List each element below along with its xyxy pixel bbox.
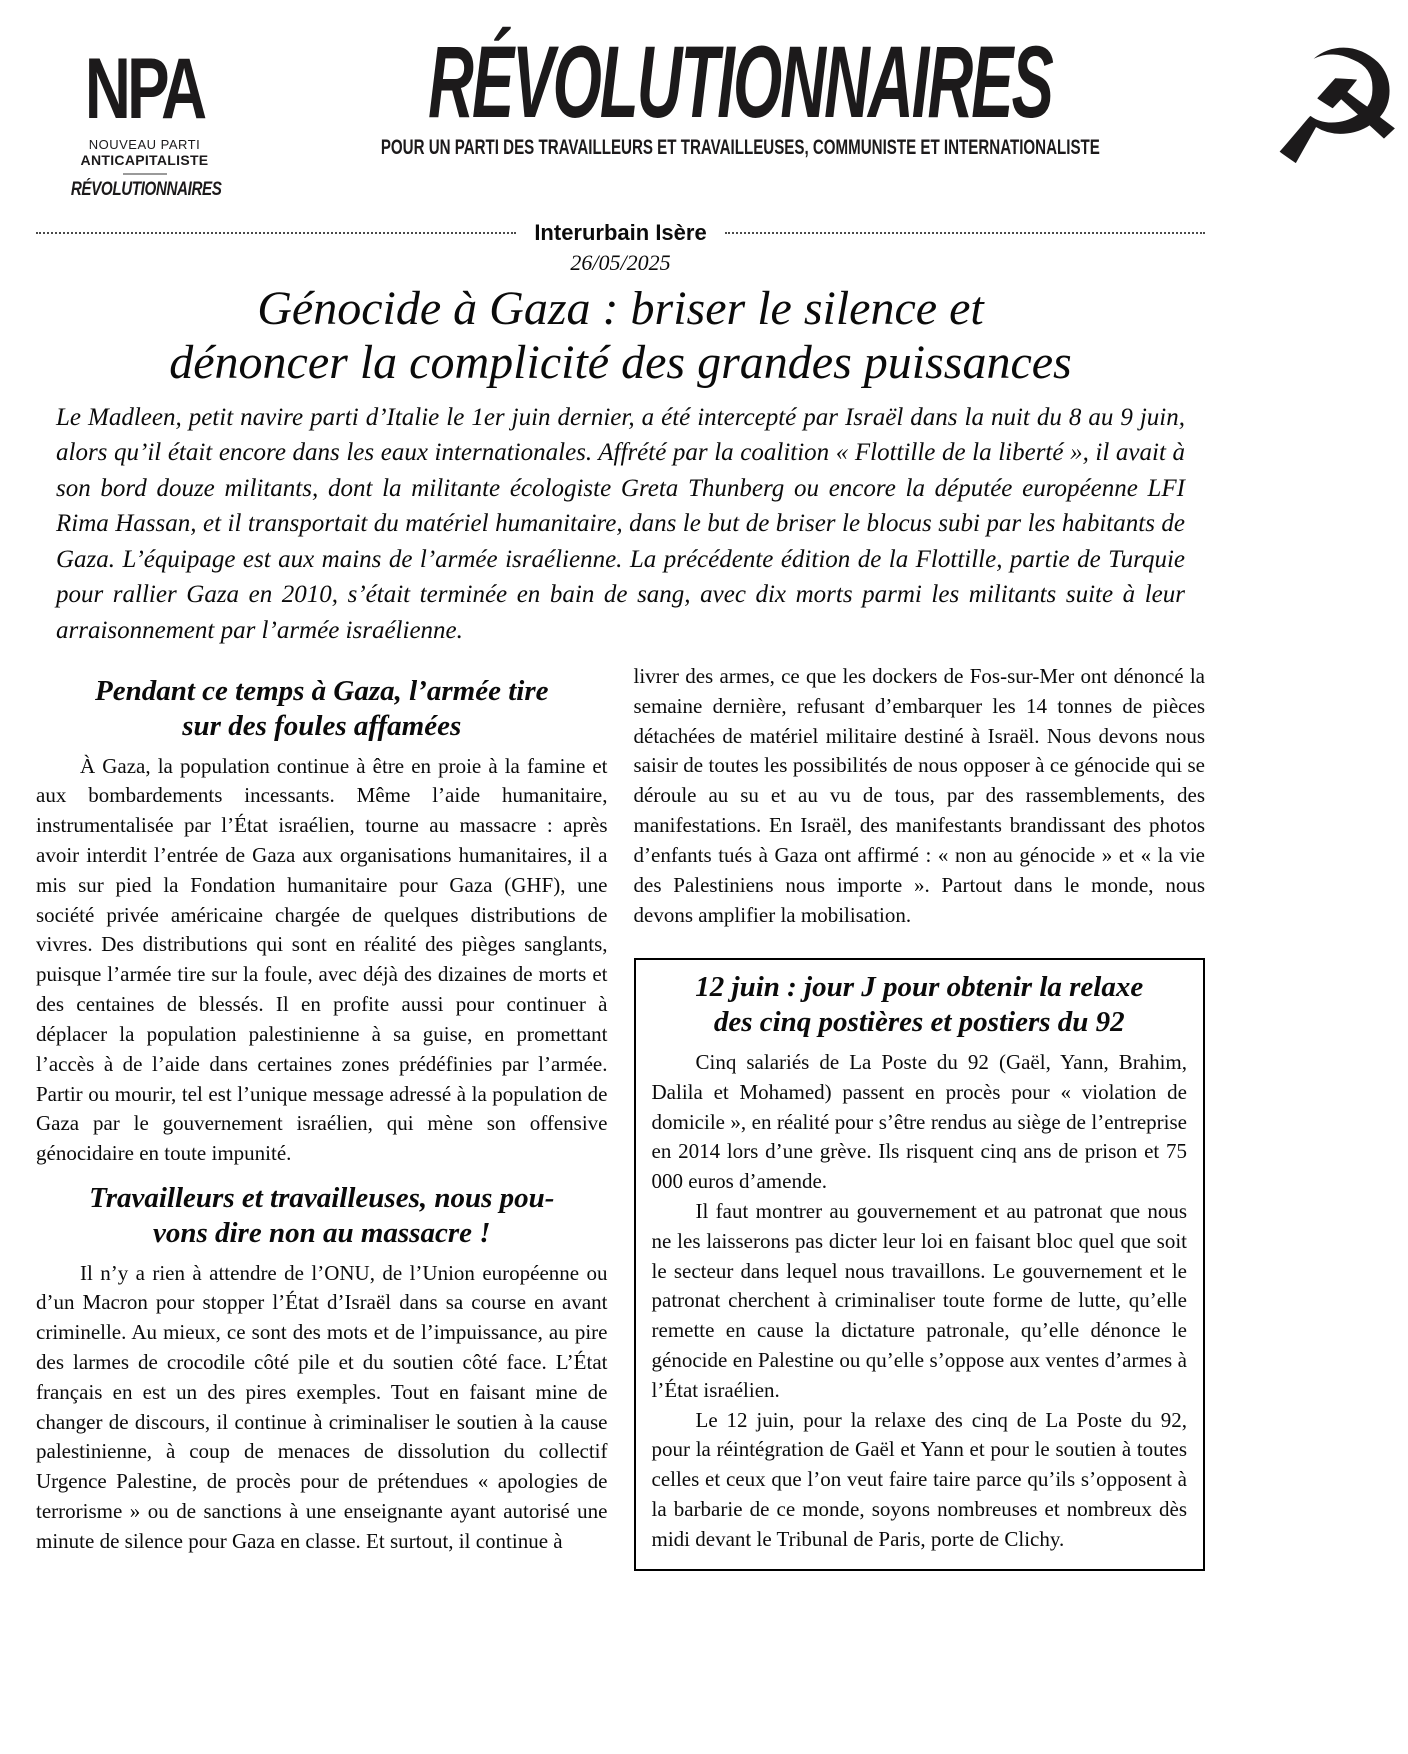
box-heading: [652, 970, 1188, 1040]
section-heading-gaza-line-2: sur des foules affamées: [182, 709, 462, 742]
issue-date: 26/05/2025: [570, 250, 671, 275]
masthead-title: RÉVOLUTIONNAIRES: [428, 25, 1052, 139]
npa-logo-divider: [123, 173, 167, 175]
section-heading-gaza-line-1: Pendant ce temps à Gaza, l’armée tire: [95, 675, 549, 707]
dotted-rule-right: [725, 232, 1205, 234]
dotted-rule-left: [36, 232, 516, 234]
section-heading-travailleurs-line-2: vons dire non au massacre !: [152, 1216, 491, 1249]
headline-line-1: Génocide à Gaza : briser le silence et: [257, 282, 984, 335]
masthead-center: [237, 25, 1243, 160]
hammer-sickle-icon: ☭: [1266, 17, 1408, 201]
headline-line-2: dénoncer la complicité des grandes puissances: [169, 335, 1072, 389]
npa-logo: [52, 41, 237, 200]
edition-label: Interurbain Isère: [534, 220, 707, 245]
paragraph-continuation: livrer des armes, ce que les dockers de Fos-sur-Mer ont dénoncé la semaine dernière, refusant d’embarquer les 14 tonnes de pièces détachées de matériel militaire destiné à Israël. Nous devons nous saisir de toutes les possibilités de nous opposer à ce génocide qui se déroule au su et au vu de tous, par des rassemblements, des manifestations. En Israël, des manifestants brandissant des photos d’enfants tués à Gaza ont affirmé : « non au génocide » et « la vie des Palestiniens nous importe ». Partout dans le monde, nous devons amplifier la mobilisation.: [633, 664, 1205, 927]
section-heading-travailleurs: [36, 1181, 608, 1251]
relaxe-notice-box: [634, 958, 1206, 1570]
column-left: [36, 662, 608, 1557]
box-heading-line-1: 12 juin : jour J pour obtenir la relaxe: [695, 971, 1144, 1004]
edition-row: [0, 220, 1241, 246]
box-paragraph-1: Cinq salariés de La Poste du 92 (Gaël, Yann, Brahim, Dalila et Mohamed) passent en procès pour « violation de domicile », en réalité pour s’être rendus au siège de l’entreprise en 2014 lors d’une grève. Ils risquent cinq ans de prison et 75 000 euros d’amende.: [651, 1049, 1187, 1194]
npa-subtitle-line1: NOUVEAU PARTI: [88, 137, 201, 152]
column-right: [634, 662, 1206, 1571]
box-heading-line-2: des cinq postières et postiers du 92: [713, 1006, 1125, 1039]
masthead: [0, 0, 1408, 204]
npa-acronym: NPA: [85, 41, 204, 137]
box-paragraph-2: Il faut montrer au gouvernement et au patronat que nous ne les laisserons pas dicter leur loi en faisant bloc quel que soit le secteur dans lequel nous travaillons. Le gouvernement et le patronat cherchent à criminaliser toute forme de lutte, qu’elle remette en cause la dictature patronale, qu’elle dénonce le génocide en Palestine ou qu’elle s’oppose aux ventes d’armes à l’État israélien.: [651, 1198, 1187, 1402]
article-lede: Le Madleen, petit navire parti d’Italie le 1er juin dernier, a été intercepté par Israël dans la nuit du 8 au 9 juin, alors qu’il était encore dans les eaux internationales. Affrété par la coalition « Flottille de la liberté », il avait à son bord douze militants, dont la militante écologiste Greta Thunberg ou encore la députée européenne LFI Rima Hassan, et il transportait du matériel humanitaire, dans le but de briser le blocus subi par les habitants de Gaza. L’équipage est aux mains de l’armée israélienne. La précédente édition de la Flottille, partie de Turquie pour rallier Gaza en 2010, s’était terminée en bain de sang, avec dix morts parmi les militants suite à leur arraisonnement par l’armée israélienne.: [56, 403, 1185, 644]
paragraph-gaza: À Gaza, la population continue à être en proie à la famine et aux bombardements incessants. Même l’aide humanitaire, instrumentalisée par l’État israélien, tourne au massacre : après avoir interdit l’entrée de Gaza aux organisations humanitaires, il a mis sur pied la Fondation humanitaire pour Gaza (GHF), une société privée américaine chargée de quelques distributions de vivres. Des distributions qui sont en réalité des pièges sanglants, puisque l’armée tire sur la foule, avec déjà des dizaines de morts et des centaines de blessés. Il en profite aussi pour continuer à déplacer la population palestinienne à sa guise, en promettant l’accès à de l’aide dans certaines zones prédéfinies par l’armée. Partir ou mourir, tel est l’unique message adressé à la population de Gaza par le gouvernement israélien, qui mène son offensive génocidaire en toute impunité.: [36, 753, 608, 1166]
npa-revolutionnaires-label: RÉVOLUTIONNAIRES: [70, 179, 222, 200]
masthead-tagline: POUR UN PARTI DES TRAVAILLEURS ET TRAVAILLEUSES, COMMUNISTE ET INTERNATIONALISTE: [380, 135, 1100, 159]
section-heading-travailleurs-line-1: Travailleurs et travailleuses, nous pou-: [89, 1181, 555, 1214]
box-paragraph-3: Le 12 juin, pour la relaxe des cinq de La Poste du 92, pour la réintégration de Gaël et Yann et pour le soutien à toutes celles et ceux que l’on veut faire taire parce qu’ils s’opposent à la barbarie de ce monde, soyons nombreuses et nombreux dès midi devant le Tribunal de Paris, porte de Clichy.: [651, 1407, 1187, 1551]
npa-subtitle-line2: ANTICAPITALISTE: [80, 152, 209, 168]
article-headline: [10, 282, 1231, 390]
paragraph-onu: Il n’y a rien à attendre de l’ONU, de l’Union européenne ou d’un Macron pour stopper l’État d’Israël dans sa course en avant criminelle. Au mieux, ce sont des mots et de l’impuissance, au pire des larmes de crocodile côté pile et du soutien côté face. L’État français en est un des pires exemples. Tout en faisant mine de changer de discours, il continue à criminaliser le soutien à la cause palestinienne, à coup de menaces de dissolution du collectif Urgence Palestine, de procès pour de prétendues « apologies de terrorisme » ou de sanctions à une enseignante ayant autorisé une minute de silence pour Gaza en classe. Et surtout, il continue à: [36, 1260, 608, 1553]
section-heading-gaza: [36, 674, 608, 744]
article-columns: [0, 648, 1241, 1571]
